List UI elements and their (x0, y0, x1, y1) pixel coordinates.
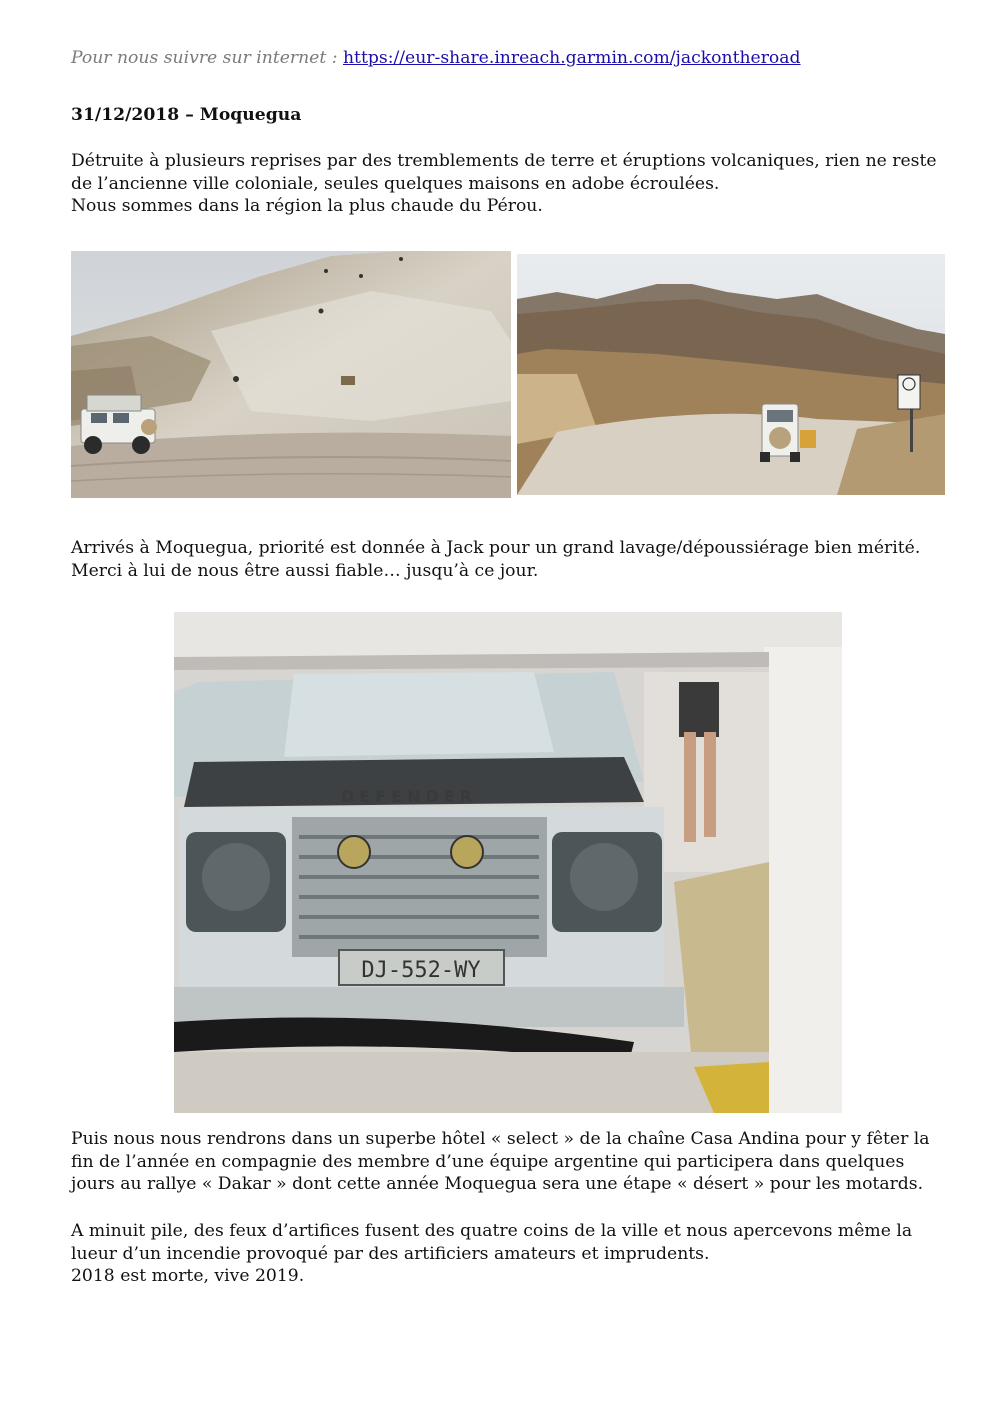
paragraph-line: Puis nous nous rendrons dans un superbe hôtel « select » de la chaîne Casa Andina pour y fêter la (71, 1129, 930, 1149)
hood-lettering: DEFENDER (341, 787, 477, 806)
follow-line (71, 47, 801, 70)
tracking-link[interactable]: https://eur-share.inreach.garmin.com/jackontheroad (342, 48, 801, 68)
paragraph-line: 2018 est morte, vive 2019. (71, 1266, 305, 1286)
paragraph-line: Merci à lui de nous être aussi fiable… jusqu’à ce jour. (71, 560, 539, 581)
paragraph-line: Nous sommes dans la région la plus chaude du Pérou. (71, 196, 543, 216)
license-plate: DJ-552-WY (361, 958, 481, 983)
paragraph-line: lueur d’un incendie provoqué par des artificiers amateurs et imprudents. (71, 1243, 710, 1264)
follow-label: Pour nous suivre sur internet : (71, 48, 343, 68)
paragraph-line: A minuit pile, des feux d’artifices fusent des quatre coins de la ville et nous apercevons même la (71, 1221, 913, 1241)
paragraph-line: jours au rallye « Dakar » dont cette année Moquegua sera une étape « désert » pour les motards. (71, 1174, 924, 1194)
photo-dusty-slope (71, 251, 511, 498)
photo-defender-mirror (174, 612, 842, 1113)
paragraph-line: de l’ancienne ville coloniale, seules quelques maisons en adobe écroulées. (71, 173, 720, 194)
paragraph-car-wash (71, 537, 920, 582)
photo-mountain-road (517, 254, 945, 495)
paragraph-hotel (71, 1128, 930, 1196)
entry-title: 31/12/2018 – Moquegua (71, 105, 302, 125)
paragraph-midnight (71, 1220, 912, 1288)
paragraph-intro (71, 150, 937, 218)
paragraph-line: fin de l’année en compagnie des membre d’une équipe argentine qui participera dans quelques (71, 1151, 905, 1172)
paragraph-line: Détruite à plusieurs reprises par des tremblements de terre et éruptions volcaniques, rien ne reste (71, 151, 937, 171)
paragraph-line: Arrivés à Moquegua, priorité est donnée à Jack pour un grand lavage/dépoussiérage bien mérité. (71, 538, 921, 558)
